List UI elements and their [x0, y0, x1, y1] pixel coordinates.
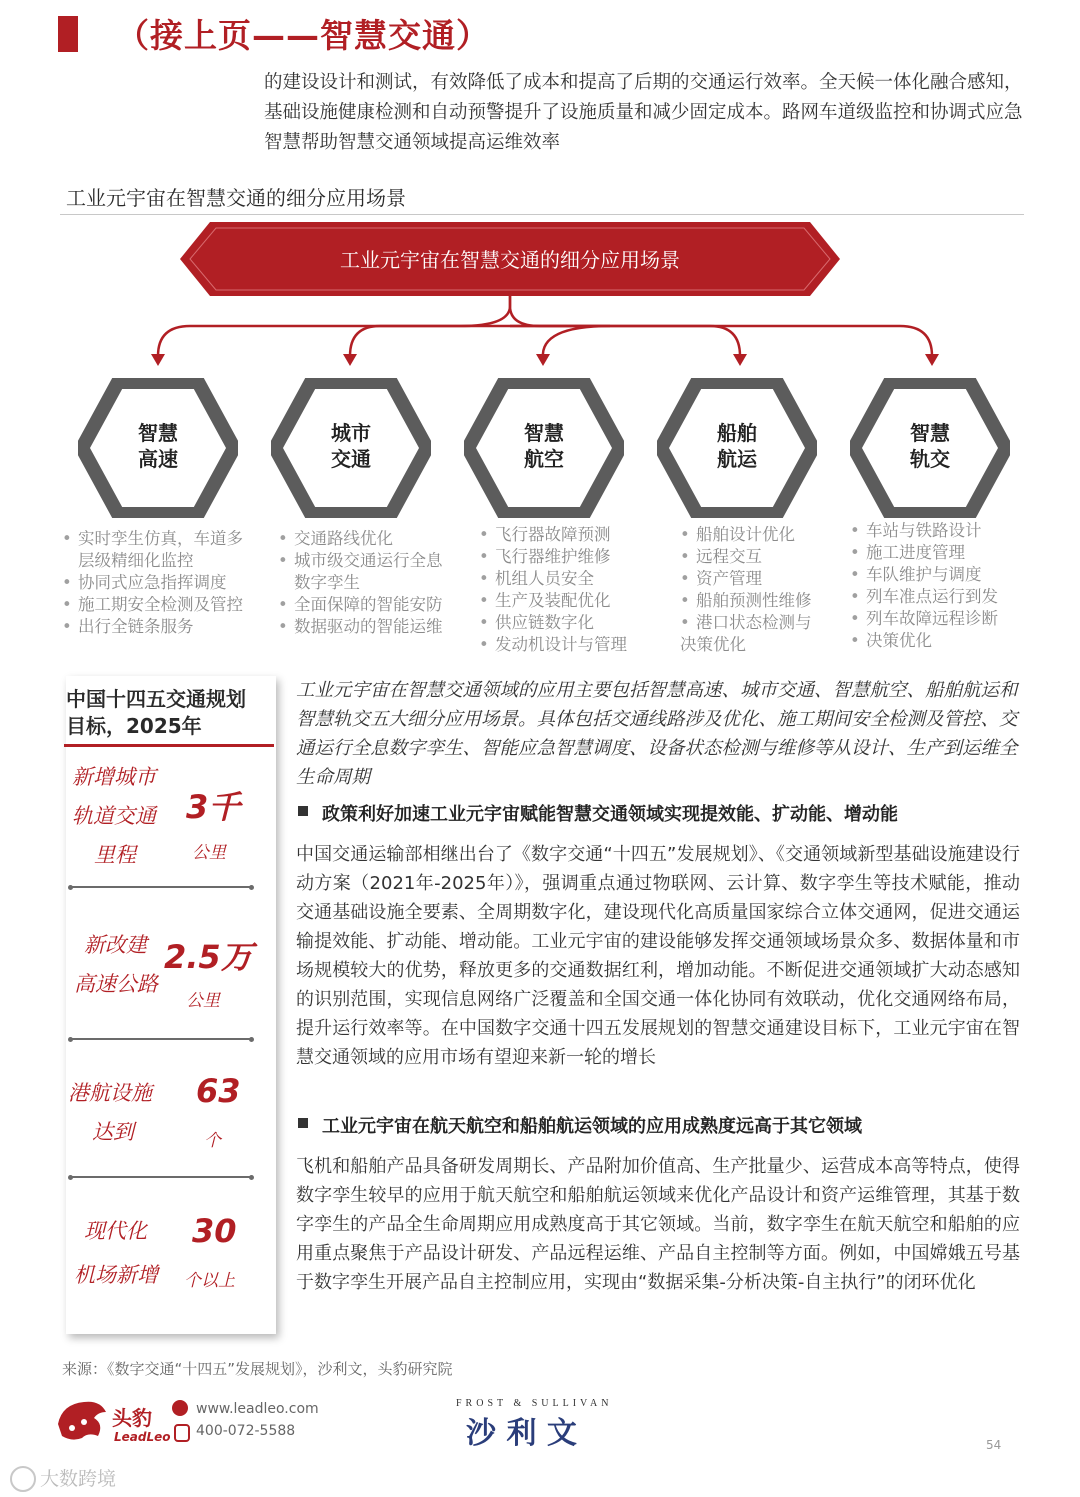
list-item: • 实时孪生仿真，车道多: [62, 528, 262, 550]
list-item: 数字孪生: [294, 573, 360, 592]
panel-title: 中国十四五交通规划目标，2025年: [66, 687, 246, 738]
stat-unit-airport: 个以上: [184, 1271, 235, 1291]
leadleo-logo-icon: [54, 1394, 110, 1444]
heading-maturity: 工业元宇宙在航天航空和船舶航运领域的应用成熟度远高于其它领域: [322, 1116, 862, 1137]
list-item: • 船舶预测性维修: [680, 590, 860, 612]
header-accent-bar: [58, 16, 78, 52]
list-item: • 出行全链条服务: [62, 616, 262, 638]
hex-label-aviation: 智慧 航空: [524, 421, 564, 471]
stat-divider: [70, 1038, 252, 1040]
list-item: • 供应链数字化: [479, 612, 669, 634]
heading-bullet: [298, 806, 308, 816]
summary-paragraph: 工业元宇宙在智慧交通领域的应用主要包括智慧高速、城市交通、智慧航空、船舶航运和智慧轨交五大细分应用场景。具体包括交通线路涉及优化、施工期间安全检测及管控、交通运行全息数字孪生、智能应急智慧调度、设备状态检测与维修等从设计、生产到运维全生命周期: [296, 680, 1018, 788]
stat-label-urban-rail: 新增城市 轨道交通 里程: [72, 765, 156, 867]
page-title: （接上页——智慧交通）: [116, 16, 490, 55]
list-item: • 协同式应急指挥调度: [62, 572, 262, 594]
section-divider: [60, 214, 1024, 215]
stat-label-port: 港航设施 达到: [68, 1081, 152, 1144]
policy-paragraph: 中国交通运输部相继出台了《数字交通“十四五”发展规划》、《交通领域新型基础设施建设行动方案（2021年-2025年）》，强调重点通过物联网、云计算、数字孪生等技术赋能，推动交通基础设施全要素、全周期数字化，建设现代化高质量国家综合立体交通网，促进交通运输提效能、扩动能、增动能。工业元宇宙的建设能够发挥交通领域场景众多、数据体量和市场规模较大的优势，释放更多的交通数据红利，增加动能。不断促进交通领域扩大动态感知的识别范围，实现信息网络广泛覆盖和全国交通一体化协同有效联动，优化交通网络布局，提升运行效率等。在中国数字交通十四五发展规划的智慧交通建设目标下，工业元宇宙在智慧交通领域的应用市场有望迎来新一轮的增长: [296, 844, 1020, 1068]
maturity-paragraph: 飞机和船舶产品具备研发周期长、产品附加价值高、生产批量少、运营成本高等特点，使得数字孪生较早的应用于航天航空和船舶航运领域来优化产品设计和资产运维管理，其基于数字孪生的产品全生命周期应用成熟度高于其它领域。当前，数字孪生在航天航空和船舶的应用重点聚焦于产品设计研发、产品远程运维、产品自主控制等方面。例如，中国嫦娥五号基于数字孪生开展产品自主控制应用，实现由“数据采集-分析决策-自主执行”的闭环优化: [296, 1156, 1020, 1293]
list-item: • 全面保障的智能安防: [278, 594, 468, 616]
watermark-icon: [10, 1466, 36, 1492]
stat-label-highway-2: 高速公路: [74, 972, 158, 996]
intro-paragraph: 的建设设计和测试，有效降低了成本和提高了后期的交通运行效率。全天候一体化融合感知，基础设施健康检测和自动预警提升了设施质量和减少固定成本。路网车道级监控和协调式应急智慧帮助智慧交通领域提高运维效率: [264, 72, 1023, 153]
list-item: • 施工期安全检测及管控: [62, 594, 262, 616]
phone-number: 400-072-5588: [196, 1423, 296, 1439]
list-item: • 飞行器维护维修: [479, 546, 669, 568]
stat-label-airport: 现代化: [84, 1219, 147, 1243]
stat-label-highway: 新改建: [84, 933, 147, 957]
list-urban-traffic: [278, 528, 468, 638]
list-item: • 资产管理: [680, 568, 860, 590]
banner-title: 工业元宇宙在智慧交通的细分应用场景: [340, 248, 680, 272]
list-item: • 施工进度管理: [850, 542, 1030, 564]
connector-arrows: [140, 296, 950, 366]
stat-value-airport: 30: [192, 1212, 237, 1250]
list-item: • 数据驱动的智能运维: [278, 616, 468, 638]
list-item: • 交通路线优化: [278, 528, 468, 550]
list-item: • 列车故障远程诊断: [850, 608, 1030, 630]
stat-value-urban-rail: 3千: [186, 788, 241, 826]
list-item: • 生产及装配优化: [479, 590, 669, 612]
list-item: 决策优化: [680, 635, 746, 654]
list-shipping: [680, 524, 860, 656]
heading-bullet: [298, 1118, 308, 1128]
list-item: • 发动机设计与管理: [479, 634, 669, 656]
heading-policy: 政策利好加速工业元宇宙赋能智慧交通领域实现提效能、扩动能、增动能: [322, 804, 898, 825]
stat-divider: [70, 1176, 252, 1178]
logo-en: LeadLeo: [114, 1430, 171, 1444]
list-item: • 城市级交通运行全息: [278, 550, 468, 572]
watermark-text: 大数跨境: [40, 1468, 117, 1490]
stat-value-port: 63: [196, 1072, 241, 1110]
partner-en: FROST & SULLIVAN: [456, 1398, 613, 1409]
stat-unit-highway: 公里: [186, 991, 220, 1011]
page-number: 54: [986, 1438, 1002, 1452]
list-item: • 机组人员安全: [479, 568, 669, 590]
website-link[interactable]: www.leadleo.com: [196, 1401, 319, 1417]
hex-label-highway: 智慧 高速: [138, 421, 178, 471]
list-item: • 列车准点运行到发: [850, 586, 1030, 608]
source-note: 来源：《数字交通“十四五”发展规划》，沙利文，头豹研究院: [62, 1360, 453, 1378]
partner-cn: 沙 利 文: [466, 1416, 577, 1451]
stat-divider: [70, 886, 252, 888]
list-item: • 港口状态检测与: [680, 612, 860, 634]
list-item: • 飞行器故障预测: [479, 524, 669, 546]
list-aviation: [479, 524, 669, 656]
list-item: • 车队维护与调度: [850, 564, 1030, 586]
panel-title-underline: [64, 744, 274, 747]
hex-label-rail: 智慧 轨交: [910, 421, 950, 471]
list-highway: [62, 528, 262, 638]
list-item: • 车站与铁路设计: [850, 520, 1030, 542]
logo-cn: 头豹: [112, 1406, 152, 1430]
hex-label-shipping: 船舶 航运: [717, 421, 757, 471]
stat-label-airport-2: 机场新增: [74, 1263, 158, 1287]
phone-icon: [174, 1424, 190, 1442]
stat-unit-port: 个: [204, 1131, 221, 1151]
list-item: • 决策优化: [850, 630, 1030, 652]
list-item: • 远程交互: [680, 546, 860, 568]
hex-label-urban-traffic: 城市 交通: [331, 421, 371, 471]
list-item: 层级精细化监控: [78, 551, 194, 570]
stat-unit-urban-rail: 公里: [192, 843, 226, 863]
section-title: 工业元宇宙在智慧交通的细分应用场景: [66, 186, 406, 210]
web-icon: [172, 1400, 188, 1416]
list-rail: [850, 520, 1030, 652]
stat-value-highway: 2.5万: [164, 938, 253, 976]
list-item: • 船舶设计优化: [680, 524, 860, 546]
